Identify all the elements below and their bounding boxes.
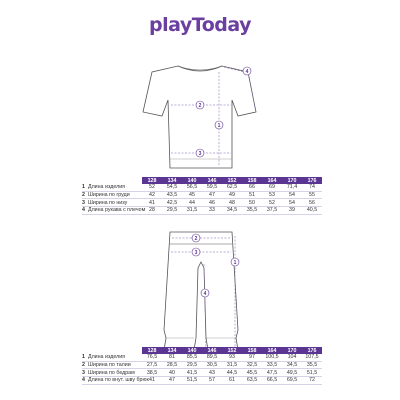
cell: 74: [302, 184, 322, 191]
cell: 27,5: [142, 361, 162, 369]
cell: 52: [142, 184, 162, 191]
cell: 33,5: [262, 361, 282, 369]
pants-size-table: [82, 347, 322, 385]
cell: 97: [242, 354, 262, 361]
table-header-row: [82, 347, 322, 354]
cell: 44,5: [222, 369, 242, 377]
tshirt-size-table: [82, 177, 322, 215]
cell: 41: [142, 199, 162, 207]
row-label: Ширина по груди: [88, 191, 142, 199]
size-header: 176: [302, 347, 322, 354]
cell: 30,5: [202, 361, 222, 369]
cell: 47: [162, 377, 182, 385]
table-row: [82, 377, 322, 385]
size-header: 176: [302, 177, 322, 184]
size-header: 164: [262, 347, 282, 354]
size-header: 128: [142, 347, 162, 354]
cell: 52: [262, 199, 282, 207]
svg-text:3: 3: [194, 249, 198, 256]
header-spacer: [82, 177, 142, 184]
cell: 29,5: [162, 207, 182, 215]
cell: 32,5: [242, 361, 262, 369]
cell: 29,5: [182, 361, 202, 369]
svg-text:1: 1: [233, 259, 237, 266]
row-label: Ширина по талии: [88, 361, 142, 369]
size-header: 170: [282, 177, 302, 184]
cell: 53: [262, 191, 282, 199]
cell: 62,5: [222, 184, 242, 191]
row-number: 3: [82, 369, 88, 377]
cell: 45,5: [242, 369, 262, 377]
size-header: 152: [222, 347, 242, 354]
cell: 51: [242, 191, 262, 199]
header-spacer: [82, 347, 142, 354]
size-header: 134: [162, 347, 182, 354]
size-header: 134: [162, 177, 182, 184]
row-number: 4: [82, 377, 88, 385]
cell: 85,5: [182, 354, 202, 361]
cell: 51,5: [182, 377, 202, 385]
tshirt-marker-2: [196, 101, 204, 109]
tshirt-marker-3: [196, 149, 204, 157]
cell: 28: [142, 207, 162, 215]
cell: 71,4: [282, 184, 302, 191]
row-number: 4: [82, 207, 88, 215]
cell: 35,5: [302, 361, 322, 369]
size-header: 158: [242, 347, 262, 354]
table-row: [82, 361, 322, 369]
size-header: 128: [142, 177, 162, 184]
cell: 104: [282, 354, 302, 361]
row-number: 3: [82, 199, 88, 207]
cell: 39: [282, 207, 302, 215]
svg-text:1: 1: [217, 122, 221, 129]
cell: 43,5: [162, 191, 182, 199]
cell: 37,5: [262, 207, 282, 215]
cell: 34,5: [222, 207, 242, 215]
cell: 56: [302, 199, 322, 207]
size-header: 146: [202, 177, 222, 184]
cell: 31,5: [182, 207, 202, 215]
cell: 54: [282, 191, 302, 199]
cell: 43: [202, 369, 222, 377]
row-number: 1: [82, 184, 88, 191]
size-header: 140: [182, 177, 202, 184]
cell: 40,5: [302, 207, 322, 215]
svg-text:4: 4: [245, 68, 249, 75]
cell: 63,5: [242, 377, 262, 385]
cell: 50: [242, 199, 262, 207]
row-label: Длина изделия: [88, 354, 142, 361]
cell: 66,5: [262, 377, 282, 385]
table-row: [82, 354, 322, 361]
pants-marker-2: [192, 234, 200, 242]
cell: 46: [202, 199, 222, 207]
cell: 57: [202, 377, 222, 385]
pants-marker-4: [201, 289, 209, 297]
row-label: Длина по внут. шву брюк: [88, 377, 149, 384]
cell: 69: [262, 184, 282, 191]
pants-marker-1: [231, 258, 239, 266]
size-header: 158: [242, 177, 262, 184]
size-header: 164: [262, 177, 282, 184]
cell: 40: [162, 369, 182, 377]
cell: 49: [222, 191, 242, 199]
cell: 35,5: [242, 207, 262, 215]
cell: 66: [242, 184, 262, 191]
cell: 31,5: [222, 361, 242, 369]
cell: 93: [222, 354, 242, 361]
row-number: 2: [82, 361, 88, 369]
size-header: 140: [182, 347, 202, 354]
row-label: Ширина по бедрам: [88, 369, 142, 377]
table-row: [82, 184, 322, 191]
cell: 59,5: [202, 184, 222, 191]
cell: 38,5: [142, 369, 162, 377]
cell: 49,5: [282, 369, 302, 377]
svg-text:2: 2: [194, 235, 198, 242]
row-label: Длина рукава с плечом: [88, 207, 146, 214]
cell: 48: [222, 199, 242, 207]
cell: 34,5: [282, 361, 302, 369]
tshirt-marker-4: [243, 67, 251, 75]
svg-text:3: 3: [198, 150, 202, 157]
svg-text:4: 4: [203, 290, 207, 297]
pants-drawing: [164, 232, 238, 350]
cell: 47: [202, 191, 222, 199]
brand-logo: playToday: [149, 14, 251, 36]
table-row: [82, 199, 322, 207]
table-row: [82, 369, 322, 377]
size-header: 170: [282, 347, 302, 354]
cell: 51,5: [302, 369, 322, 377]
cell: 56,5: [182, 184, 202, 191]
cell: 47,5: [262, 369, 282, 377]
tshirt-marker-1: [215, 121, 223, 129]
row-number: 1: [82, 354, 88, 361]
table-row: [82, 191, 322, 199]
cell: 72: [302, 377, 322, 385]
cell: 33: [202, 207, 222, 215]
row-label: Длина изделия: [88, 184, 142, 191]
table-row: [82, 207, 322, 215]
cell: 41: [142, 377, 162, 385]
cell: 45: [182, 191, 202, 199]
cell: 42: [142, 191, 162, 199]
cell: 54,5: [162, 184, 182, 191]
row-number: 2: [82, 191, 88, 199]
cell: 55: [302, 191, 322, 199]
cell: 107,5: [302, 354, 322, 361]
cell: 28,5: [162, 361, 182, 369]
cell: 100,5: [262, 354, 282, 361]
size-header: 152: [222, 177, 242, 184]
pants-marker-3: [192, 248, 200, 256]
size-header: 146: [202, 347, 222, 354]
cell: 44: [182, 199, 202, 207]
cell: 54: [282, 199, 302, 207]
cell: 42,5: [162, 199, 182, 207]
cell: 61: [222, 377, 242, 385]
cell: 76,5: [142, 354, 162, 361]
cell: 89,5: [202, 354, 222, 361]
cell: 81: [162, 354, 182, 361]
svg-text:2: 2: [198, 102, 202, 109]
row-label: Ширина по низу: [88, 199, 142, 207]
cell: 41,5: [182, 369, 202, 377]
table-header-row: [82, 177, 322, 184]
cell: 69,5: [282, 377, 302, 385]
